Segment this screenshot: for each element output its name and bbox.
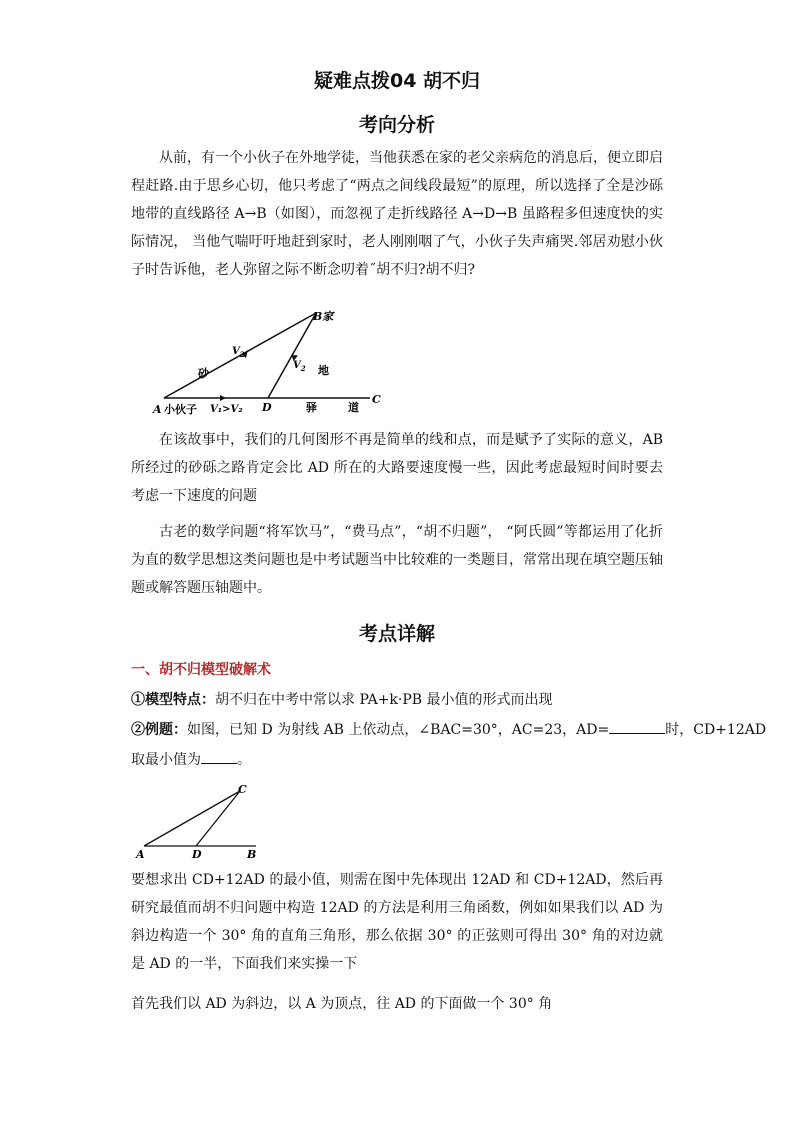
paragraph-analysis: 要想求出 CD+12AD 的最小值，则需在图中先体现出 12AD 和 CD+12AD，然后再研究最值而胡不归问题中构造 12AD 的方法是利用三角函数，例如如果我们以 AD 为斜边构造一个 30° 角的直角三角形，那么依据 30° 的正弦则可得出 30° 角的对边就是 AD 的一半，下面我们来实操一下 [131, 872, 663, 972]
model-feature-text: 胡不归在中考中常以求 PA+k·PB 最小值的形式而出现 [215, 692, 553, 708]
label-yi: 驿 [306, 401, 317, 414]
paragraph-first-step: 首先我们以 AD 为斜边，以 A 为顶点，往 AD 的下面做一个 30° 角 [131, 996, 553, 1012]
label-sha: 砂 [198, 367, 209, 380]
label-a-text: 小伙子 [164, 403, 197, 416]
example-text-a: 如图，已知 D 为射线 AB 上依动点，∠BAC=30°，AC=23，AD= [187, 722, 610, 738]
example-text-b: 时，CD+12AD [665, 722, 767, 738]
label-b: B家 [313, 310, 334, 323]
model-feature [131, 686, 553, 714]
label-v2-ab: $V_2$ [232, 346, 245, 359]
section-title-analysis: 考向分析 [358, 114, 435, 136]
label-v2-db: $V_2$ [293, 360, 306, 373]
triangle-figure [132, 780, 268, 862]
paragraph-meaning: 在该故事中，我们的几何图形不再是简单的线和点，而是赋予了实际的意义，AB所经过的砂砾之路肯定会比 AD 所在的大路要速度慢一些，因此考虑最短时间时要去考虑一下速度的问题 [131, 432, 663, 504]
paragraph-classic-problems: 古老的数学问题“将军饮马”，“费马点”，“胡不归题”， “阿氏圆”等都运用了化折为直的数学思想这类问题也是中考试题当中比较难的一类题目，常常出现在填空题压轴题或解答题压轴题中。 [131, 524, 663, 596]
example-line-2 [131, 746, 251, 774]
page-title: 疑难点拨04 胡不归 [313, 70, 481, 92]
subsection-title: 一、胡不归模型破解术 [131, 662, 271, 678]
answer-blank-ad[interactable] [609, 719, 665, 734]
label-a: A [136, 848, 145, 861]
story-paragraph: 从前，有一个小伙子在外地学徒，当他获悉在家的老父亲病危的消息后，便立即启程赶路.由于思乡心切，他只考虑了“两点之间线段最短”的原理，所以选择了全是沙砾地带的直线路径 A→B（如图），而忽视了走折线路径 A→D→B 虽路程多但速度快的实际情况， 当他气喘吁吁地赶到家时，老人刚刚咽了气，小伙子失声痛哭.邻居劝慰小伙子时告诉他，老人弥留之际不断念叨着˝胡不归?胡不归? [131, 150, 663, 278]
segment-dc [196, 791, 240, 846]
example-text-d: 。 [237, 752, 251, 768]
example-label: ②例题： [131, 722, 187, 738]
arrow-ad [220, 395, 226, 401]
journey-figure [150, 306, 390, 418]
label-dao: 道 [348, 401, 359, 414]
section-title-details: 考点详解 [358, 623, 435, 645]
example-line-1 [131, 716, 766, 744]
label-di: 地 [318, 364, 329, 377]
answer-blank-min[interactable] [201, 749, 237, 764]
label-b: B [247, 848, 257, 861]
label-a: A [153, 403, 162, 416]
model-feature-label: ①模型特点： [131, 692, 215, 708]
label-d: D [192, 848, 202, 861]
label-c: C [372, 393, 381, 406]
label-c: C [238, 783, 247, 796]
segment-ac [144, 791, 240, 846]
example-text-c: 取最小值为 [131, 752, 201, 768]
label-d: D [262, 401, 272, 414]
label-speed: V₁>V₂ [210, 404, 243, 415]
